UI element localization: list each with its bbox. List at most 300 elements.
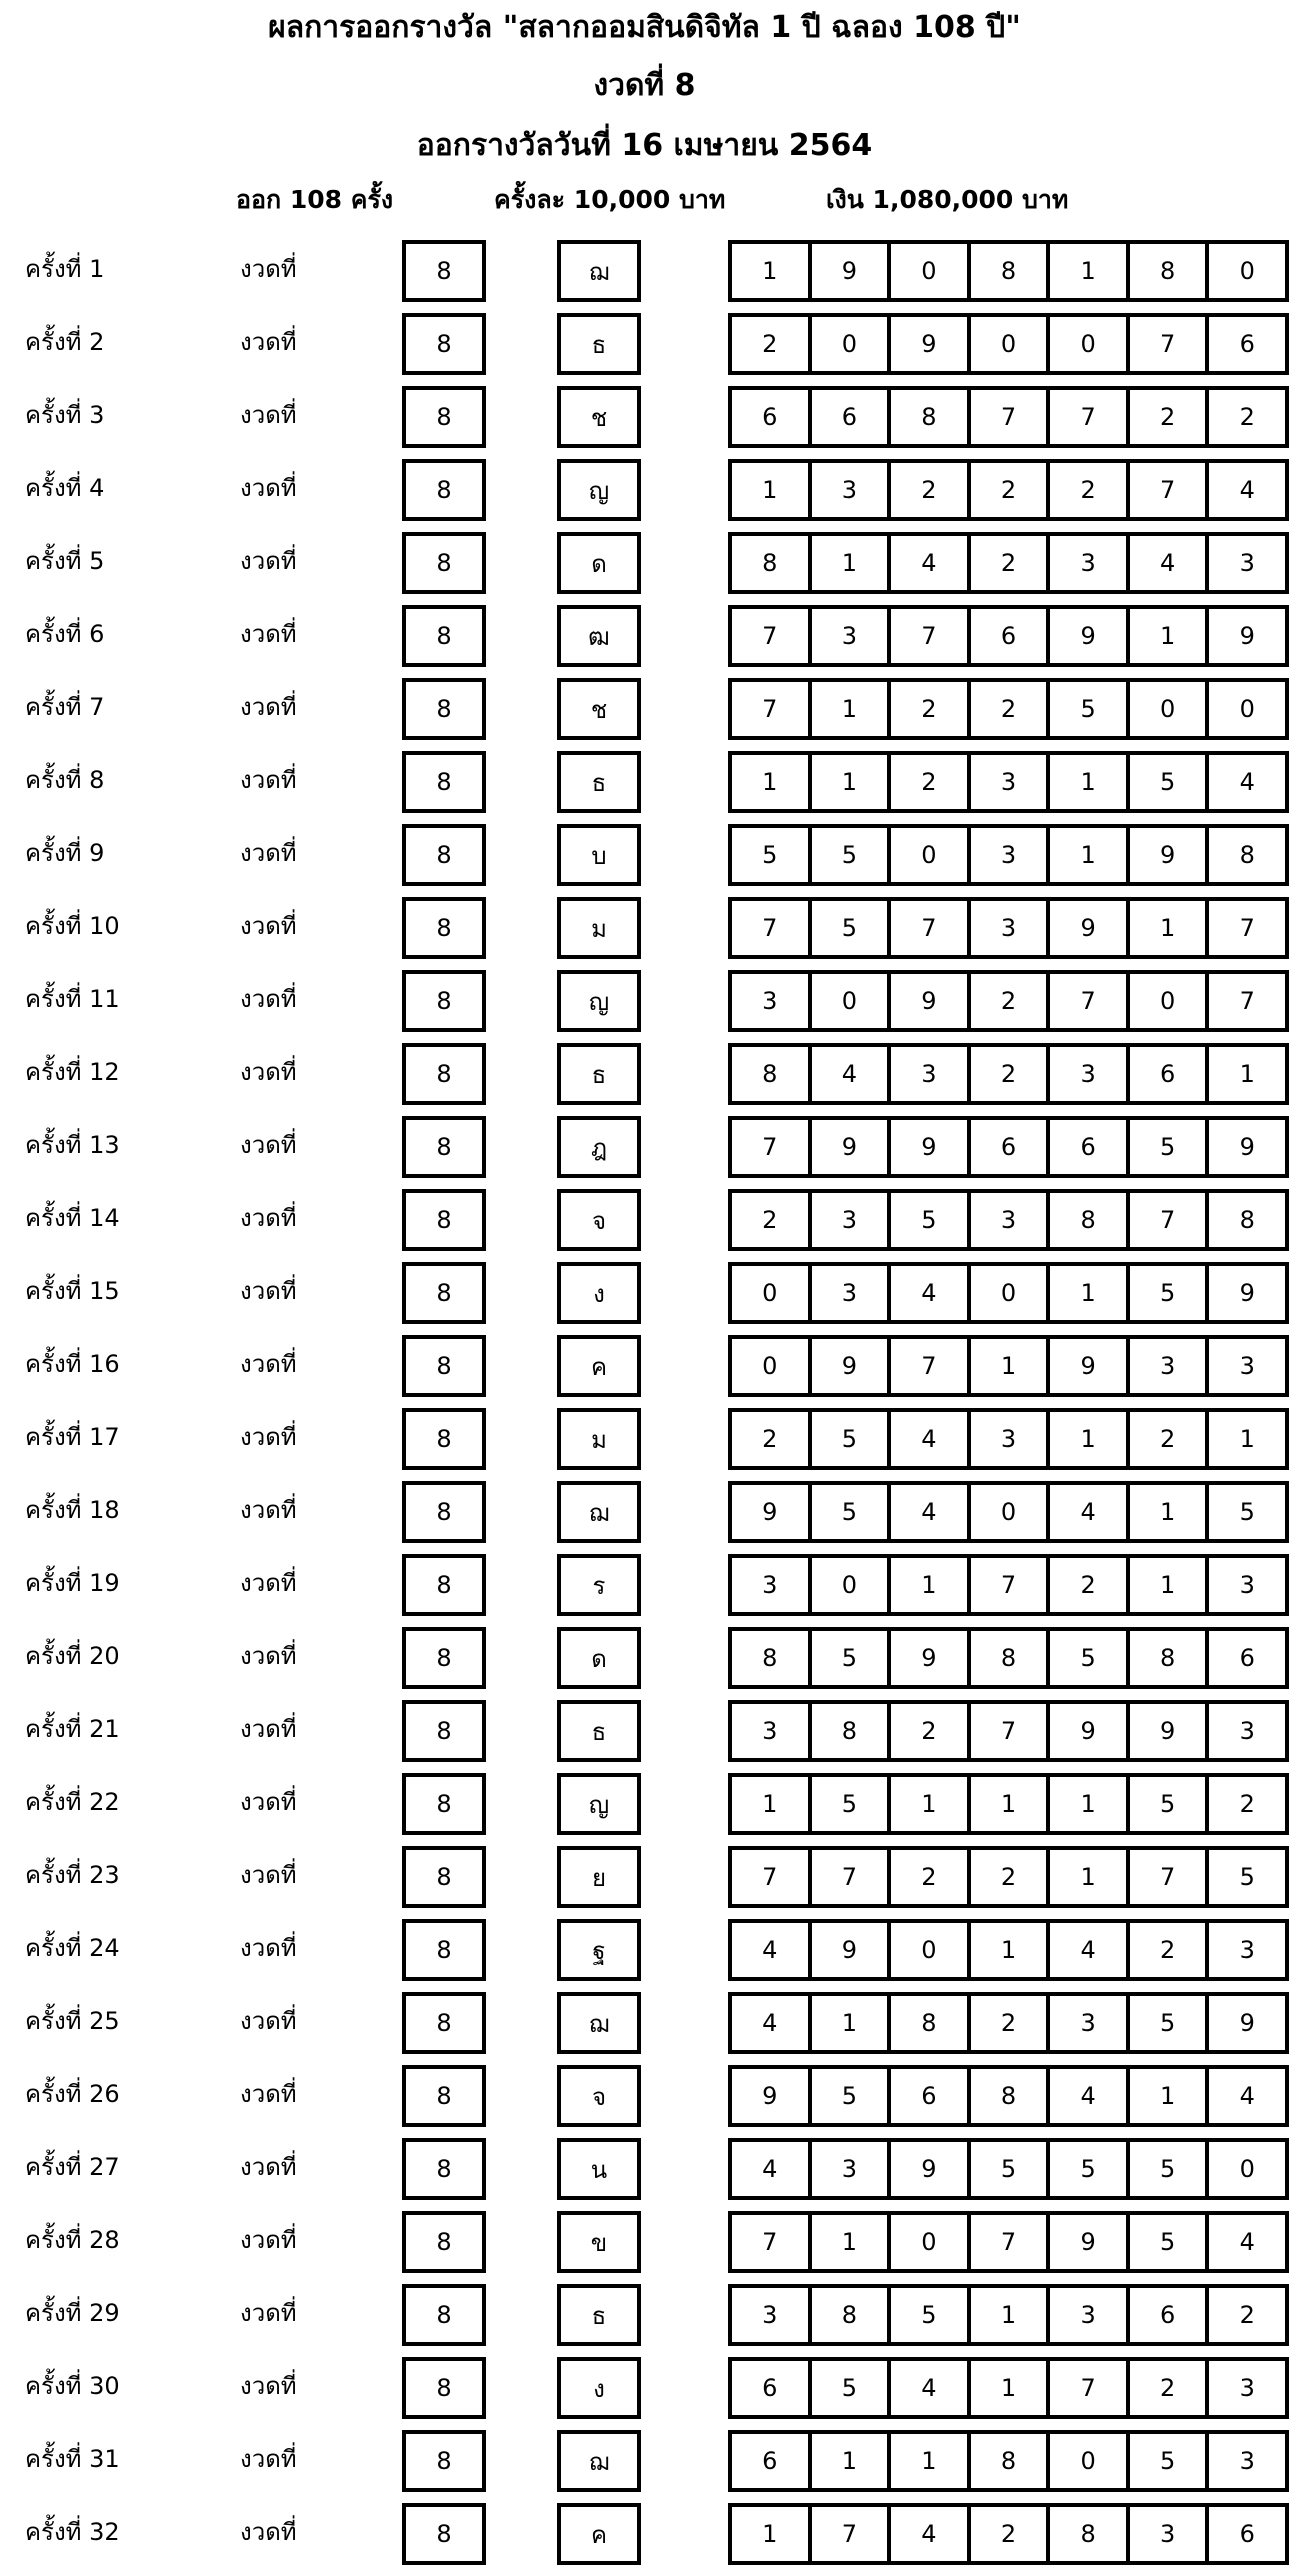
- digit-cell: 2: [967, 1996, 1047, 2050]
- winning-number: [728, 1043, 1289, 1105]
- digit-cell: 0: [808, 317, 888, 371]
- digit-cell: 1: [967, 1339, 1047, 1393]
- digit-cell: 9: [1046, 1704, 1126, 1758]
- digit-cell: 5: [808, 1631, 888, 1685]
- period-number-box: 8: [402, 1846, 486, 1908]
- digit-cell: 1: [1046, 755, 1126, 809]
- digit-cell: 2: [887, 1850, 967, 1904]
- series-letter-box: ญ: [557, 459, 641, 521]
- digit-cell: 9: [887, 2142, 967, 2196]
- digit-cell: 7: [762, 2228, 778, 2256]
- digit-cell: 2: [762, 330, 778, 358]
- digit-cell: 4: [762, 2009, 778, 2037]
- digit-cell: 9: [1205, 609, 1285, 663]
- digit-cell: 5: [808, 901, 888, 955]
- digit-cell: 1: [1126, 2069, 1206, 2123]
- period-number-box: 8: [402, 1481, 486, 1543]
- digit-cell: 2: [1126, 1923, 1206, 1977]
- series-letter-box: ฐ: [557, 1919, 641, 1981]
- digit-cell: 3: [1046, 536, 1126, 590]
- period-number-box: 8: [402, 970, 486, 1032]
- series-letter-box: ธ: [557, 1043, 641, 1105]
- winning-number: [728, 1627, 1289, 1689]
- digit-cell: 5: [1126, 1996, 1206, 2050]
- digit-cell: 9: [1046, 901, 1126, 955]
- period-label: งวดที่: [240, 1423, 297, 1451]
- digit-cell: 5: [762, 841, 778, 869]
- digit-cell: 1: [1046, 1266, 1126, 1320]
- period-number-box: 8: [402, 897, 486, 959]
- digit-cell: 2: [1046, 1558, 1126, 1612]
- series-letter-box: จ: [557, 1189, 641, 1251]
- table-row: [0, 2428, 1289, 2501]
- digit-cell: 7: [762, 914, 778, 942]
- draw-label: ครั้งที่ 12: [25, 1058, 120, 1086]
- digit-cell: 8: [762, 1060, 778, 1088]
- table-row: [0, 1187, 1289, 1260]
- period-label: งวดที่: [240, 1204, 297, 1232]
- period-label: งวดที่: [240, 547, 297, 575]
- period-label: งวดที่: [240, 1496, 297, 1524]
- digit-cell: 3: [1205, 2434, 1285, 2488]
- digit-cell: 1: [967, 1777, 1047, 1831]
- digit-cell: 7: [1205, 901, 1285, 955]
- winning-number: [728, 1992, 1289, 2054]
- digit-cell: 4: [1205, 2069, 1285, 2123]
- digit-cell: 5: [1046, 1631, 1126, 1685]
- table-row: [0, 1990, 1289, 2063]
- digit-cell: 0: [967, 1485, 1047, 1539]
- digit-cell: 6: [808, 390, 888, 444]
- digit-cell: 3: [887, 1047, 967, 1101]
- period-number-box: 8: [402, 1700, 486, 1762]
- winning-number: [728, 1116, 1289, 1178]
- digit-cell: 4: [887, 2361, 967, 2415]
- series-letter-box: ธ: [557, 751, 641, 813]
- digit-cell: 9: [1046, 609, 1126, 663]
- digit-cell: 3: [967, 1412, 1047, 1466]
- period-number-box: 8: [402, 1919, 486, 1981]
- digit-cell: 0: [762, 1279, 778, 1307]
- digit-cell: 6: [1126, 1047, 1206, 1101]
- digit-cell: 8: [1205, 828, 1285, 882]
- digit-cell: 8: [967, 1631, 1047, 1685]
- digit-cell: 0: [887, 244, 967, 298]
- digit-cell: 4: [887, 1266, 967, 1320]
- digit-cell: 7: [967, 2215, 1047, 2269]
- series-letter-box: ญ: [557, 1773, 641, 1835]
- digit-cell: 6: [762, 2374, 778, 2402]
- digit-cell: 0: [762, 1352, 778, 1380]
- digit-cell: 6: [887, 2069, 967, 2123]
- series-letter-box: ช: [557, 386, 641, 448]
- series-letter-box: จ: [557, 2065, 641, 2127]
- digit-cell: 5: [808, 1485, 888, 1539]
- digit-cell: 0: [808, 1558, 888, 1612]
- winning-number: [728, 459, 1289, 521]
- draw-label: ครั้งที่ 8: [25, 766, 105, 794]
- digit-cell: 1: [762, 768, 778, 796]
- draw-date-heading: ออกรางวัลวันที่ 16 เมษายน 2564: [416, 128, 873, 163]
- draw-label: ครั้งที่ 24: [25, 1934, 120, 1962]
- digit-cell: 3: [808, 1266, 888, 1320]
- digit-cell: 1: [808, 2215, 888, 2269]
- period-number-box: 8: [402, 1554, 486, 1616]
- winning-number: [728, 897, 1289, 959]
- digit-cell: 3: [762, 1571, 778, 1599]
- period-number-box: 8: [402, 1773, 486, 1835]
- draw-label: ครั้งที่ 3: [25, 401, 105, 429]
- draw-label: ครั้งที่ 22: [25, 1788, 120, 1816]
- digit-cell: 2: [1205, 2288, 1285, 2342]
- draw-label: ครั้งที่ 9: [25, 839, 105, 867]
- digit-cell: 4: [887, 1412, 967, 1466]
- digit-cell: 3: [808, 1193, 888, 1247]
- series-letter-box: ญ: [557, 970, 641, 1032]
- period-number-box: 8: [402, 2211, 486, 2273]
- digit-cell: 3: [967, 901, 1047, 955]
- winning-number: [728, 751, 1289, 813]
- digit-cell: 6: [1126, 2288, 1206, 2342]
- digit-cell: 5: [1126, 1266, 1206, 1320]
- digit-cell: 9: [808, 244, 888, 298]
- digit-cell: 7: [808, 2507, 888, 2561]
- period-number-box: 8: [402, 1627, 486, 1689]
- period-number-box: 8: [402, 2357, 486, 2419]
- winning-number: [728, 2503, 1289, 2565]
- series-letter-box: ฎ: [557, 1116, 641, 1178]
- digit-cell: 5: [1126, 755, 1206, 809]
- period-label: งวดที่: [240, 401, 297, 429]
- digit-cell: 7: [1205, 974, 1285, 1028]
- digit-cell: 9: [1205, 1996, 1285, 2050]
- period-label: งวดที่: [240, 2153, 297, 2181]
- series-letter-box: บ: [557, 824, 641, 886]
- digit-cell: 5: [1126, 2434, 1206, 2488]
- digit-cell: 5: [1046, 682, 1126, 736]
- digit-cell: 4: [762, 2155, 778, 2183]
- digit-cell: 1: [762, 476, 778, 504]
- digit-cell: 2: [887, 1704, 967, 1758]
- digit-cell: 4: [1205, 463, 1285, 517]
- digit-cell: 0: [1205, 244, 1285, 298]
- digit-cell: 3: [762, 2301, 778, 2329]
- period-label: งวดที่: [240, 1569, 297, 1597]
- winning-number: [728, 1335, 1289, 1397]
- period-label: งวดที่: [240, 255, 297, 283]
- digit-cell: 2: [967, 682, 1047, 736]
- digit-cell: 7: [887, 901, 967, 955]
- digit-cell: 9: [1205, 1266, 1285, 1320]
- table-row: [0, 1406, 1289, 1479]
- digit-cell: 3: [1046, 1996, 1126, 2050]
- digit-cell: 8: [1046, 1193, 1126, 1247]
- series-letter-box: ค: [557, 1335, 641, 1397]
- digit-cell: 3: [1126, 2507, 1206, 2561]
- series-letter-box: ง: [557, 1262, 641, 1324]
- digit-cell: 8: [1046, 2507, 1126, 2561]
- digit-cell: 4: [887, 2507, 967, 2561]
- digit-cell: 0: [1205, 2142, 1285, 2196]
- digit-cell: 6: [762, 403, 778, 431]
- period-label: งวดที่: [240, 474, 297, 502]
- period-number-box: 8: [402, 1992, 486, 2054]
- digit-cell: 2: [1126, 1412, 1206, 1466]
- digit-cell: 3: [1046, 2288, 1126, 2342]
- digit-cell: 3: [808, 609, 888, 663]
- digit-cell: 9: [887, 1120, 967, 1174]
- draw-label: ครั้งที่ 19: [25, 1569, 120, 1597]
- digit-cell: 3: [1205, 1923, 1285, 1977]
- table-row: [0, 1625, 1289, 1698]
- digit-cell: 6: [1205, 2507, 1285, 2561]
- period-label: งวดที่: [240, 2445, 297, 2473]
- digit-cell: 1: [1205, 1412, 1285, 1466]
- series-letter-box: ง: [557, 2357, 641, 2419]
- table-row: [0, 1844, 1289, 1917]
- table-row: [0, 530, 1289, 603]
- digit-cell: 7: [887, 1339, 967, 1393]
- digit-cell: 3: [808, 2142, 888, 2196]
- digit-cell: 1: [1046, 1777, 1126, 1831]
- table-row: [0, 1917, 1289, 1990]
- digit-cell: 7: [1046, 390, 1126, 444]
- period-number-box: 8: [402, 386, 486, 448]
- table-row: [0, 822, 1289, 895]
- winning-number: [728, 2065, 1289, 2127]
- table-row: [0, 1698, 1289, 1771]
- draw-label: ครั้งที่ 20: [25, 1642, 120, 1670]
- digit-cell: 7: [762, 695, 778, 723]
- table-row: [0, 2282, 1289, 2355]
- digit-cell: 9: [887, 974, 967, 1028]
- digit-cell: 2: [967, 2507, 1047, 2561]
- digit-cell: 3: [1205, 1704, 1285, 1758]
- digit-cell: 7: [1126, 1850, 1206, 1904]
- draw-label: ครั้งที่ 14: [25, 1204, 120, 1232]
- digit-cell: 4: [762, 1936, 778, 1964]
- period-number-box: 8: [402, 313, 486, 375]
- period-number-box: 8: [402, 1189, 486, 1251]
- digit-cell: 5: [887, 1193, 967, 1247]
- draw-label: ครั้งที่ 21: [25, 1715, 120, 1743]
- digit-cell: 5: [887, 2288, 967, 2342]
- draw-label: ครั้งที่ 6: [25, 620, 105, 648]
- prize-per-draw: ครั้งละ 10,000 บาท: [494, 185, 726, 214]
- draw-label: ครั้งที่ 1: [25, 255, 105, 283]
- table-row: [0, 1260, 1289, 1333]
- digit-cell: 0: [1205, 682, 1285, 736]
- draw-label: ครั้งที่ 28: [25, 2226, 120, 2254]
- digit-cell: 0: [887, 828, 967, 882]
- period-label: งวดที่: [240, 766, 297, 794]
- digit-cell: 1: [1046, 1850, 1126, 1904]
- table-row: [0, 384, 1289, 457]
- digit-cell: 1: [808, 536, 888, 590]
- period-number-box: 8: [402, 1408, 486, 1470]
- digit-cell: 5: [1126, 1120, 1206, 1174]
- digit-cell: 7: [967, 1704, 1047, 1758]
- draw-label: ครั้งที่ 5: [25, 547, 105, 575]
- series-letter-box: ธ: [557, 313, 641, 375]
- digit-cell: 5: [808, 828, 888, 882]
- digit-cell: 3: [1205, 2361, 1285, 2415]
- period-number-box: 8: [402, 678, 486, 740]
- table-row: [0, 1041, 1289, 1114]
- series-letter-box: ย: [557, 1846, 641, 1908]
- digit-cell: 2: [1126, 2361, 1206, 2415]
- winning-number: [728, 1700, 1289, 1762]
- digit-cell: 5: [1205, 1850, 1285, 1904]
- period-label: งวดที่: [240, 1131, 297, 1159]
- digit-cell: 8: [887, 1996, 967, 2050]
- digit-cell: 2: [967, 1850, 1047, 1904]
- winning-number: [728, 605, 1289, 667]
- digit-cell: 4: [1046, 1923, 1126, 1977]
- series-letter-box: ฒ: [557, 605, 641, 667]
- digit-cell: 7: [1126, 463, 1206, 517]
- table-row: [0, 2355, 1289, 2428]
- digit-cell: 1: [887, 1777, 967, 1831]
- digit-cell: 7: [1046, 2361, 1126, 2415]
- digit-cell: 2: [762, 1425, 778, 1453]
- digit-cell: 2: [1126, 390, 1206, 444]
- digit-cell: 5: [808, 1777, 888, 1831]
- digit-cell: 6: [1205, 317, 1285, 371]
- digit-cell: 5: [808, 2361, 888, 2415]
- page-title: ผลการออกรางวัล "สลากออมสินดิจิทัล 1 ปี ฉลอง 108 ปี": [268, 10, 1021, 45]
- draw-label: ครั้งที่ 32: [25, 2518, 120, 2546]
- table-row: [0, 311, 1289, 384]
- series-letter-box: ด: [557, 1627, 641, 1689]
- period-label: งวดที่: [240, 693, 297, 721]
- period-label: งวดที่: [240, 2226, 297, 2254]
- series-letter-box: ธ: [557, 1700, 641, 1762]
- prize-total: เงิน 1,080,000 บาท: [826, 185, 1069, 214]
- digit-cell: 1: [808, 2434, 888, 2488]
- draws-count: ออก 108 ครั้ง: [236, 185, 394, 214]
- digit-cell: 1: [967, 1923, 1047, 1977]
- digit-cell: 9: [808, 1923, 888, 1977]
- period-label: งวดที่: [240, 620, 297, 648]
- series-letter-box: ม: [557, 897, 641, 959]
- digit-cell: 0: [967, 317, 1047, 371]
- digit-cell: 7: [967, 1558, 1047, 1612]
- digit-cell: 9: [762, 1498, 778, 1526]
- digit-cell: 5: [808, 2069, 888, 2123]
- digit-cell: 4: [887, 1485, 967, 1539]
- digit-cell: 5: [808, 1412, 888, 1466]
- draw-label: ครั้งที่ 30: [25, 2372, 120, 2400]
- period-number-box: 8: [402, 1262, 486, 1324]
- table-row: [0, 457, 1289, 530]
- digit-cell: 2: [762, 1206, 778, 1234]
- digit-cell: 8: [762, 549, 778, 577]
- digit-cell: 4: [1126, 536, 1206, 590]
- digit-cell: 2: [967, 1047, 1047, 1101]
- digit-cell: 3: [1205, 1339, 1285, 1393]
- digit-cell: 8: [967, 244, 1047, 298]
- draw-label: ครั้งที่ 25: [25, 2007, 120, 2035]
- series-letter-box: ฌ: [557, 1992, 641, 2054]
- period-label: งวดที่: [240, 1642, 297, 1670]
- period-label: งวดที่: [240, 2299, 297, 2327]
- digit-cell: 8: [967, 2434, 1047, 2488]
- winning-number: [728, 824, 1289, 886]
- digit-cell: 0: [808, 974, 888, 1028]
- winning-number: [728, 1481, 1289, 1543]
- table-row: [0, 895, 1289, 968]
- series-letter-box: ค: [557, 2503, 641, 2565]
- table-row: [0, 749, 1289, 822]
- table-row: [0, 603, 1289, 676]
- digit-cell: 1: [808, 755, 888, 809]
- digit-cell: 4: [1205, 2215, 1285, 2269]
- draw-label: ครั้งที่ 18: [25, 1496, 120, 1524]
- table-row: [0, 2209, 1289, 2282]
- digit-cell: 1: [762, 2520, 778, 2548]
- period-label: งวดที่: [240, 2372, 297, 2400]
- digit-cell: 1: [967, 2361, 1047, 2415]
- digit-cell: 3: [1046, 1047, 1126, 1101]
- digit-cell: 7: [967, 390, 1047, 444]
- digit-cell: 3: [1205, 536, 1285, 590]
- digit-cell: 3: [1126, 1339, 1206, 1393]
- draw-label: ครั้งที่ 15: [25, 1277, 120, 1305]
- digit-cell: 0: [1046, 317, 1126, 371]
- table-row: [0, 1771, 1289, 1844]
- digit-cell: 7: [762, 622, 778, 650]
- digit-cell: 1: [1046, 828, 1126, 882]
- digit-cell: 6: [1046, 1120, 1126, 1174]
- digit-cell: 3: [967, 1193, 1047, 1247]
- period-label: งวดที่: [240, 328, 297, 356]
- digit-cell: 9: [887, 317, 967, 371]
- digit-cell: 7: [762, 1863, 778, 1891]
- series-letter-box: ธ: [557, 2284, 641, 2346]
- winning-number: [728, 2138, 1289, 2200]
- winning-number: [728, 1773, 1289, 1835]
- digit-cell: 2: [967, 974, 1047, 1028]
- winning-number: [728, 1189, 1289, 1251]
- draw-label: ครั้งที่ 23: [25, 1861, 120, 1889]
- series-letter-box: ฌ: [557, 240, 641, 302]
- digit-cell: 6: [1205, 1631, 1285, 1685]
- series-letter-box: น: [557, 2138, 641, 2200]
- digit-cell: 9: [1046, 1339, 1126, 1393]
- series-letter-box: ฌ: [557, 1481, 641, 1543]
- digit-cell: 8: [1205, 1193, 1285, 1247]
- digit-cell: 5: [1046, 2142, 1126, 2196]
- digit-cell: 4: [808, 1047, 888, 1101]
- digit-cell: 6: [762, 2447, 778, 2475]
- digit-cell: 0: [887, 2215, 967, 2269]
- digit-cell: 8: [1126, 1631, 1206, 1685]
- digit-cell: 8: [1126, 244, 1206, 298]
- table-row: [0, 968, 1289, 1041]
- digit-cell: 2: [967, 536, 1047, 590]
- period-label: งวดที่: [240, 1350, 297, 1378]
- digit-cell: 1: [1046, 244, 1126, 298]
- digit-cell: 5: [967, 2142, 1047, 2196]
- digit-cell: 2: [887, 682, 967, 736]
- draw-label: ครั้งที่ 11: [25, 985, 120, 1013]
- winning-number: [728, 1554, 1289, 1616]
- winning-number: [728, 678, 1289, 740]
- digit-cell: 1: [1126, 1558, 1206, 1612]
- winning-number: [728, 1262, 1289, 1324]
- winning-number: [728, 386, 1289, 448]
